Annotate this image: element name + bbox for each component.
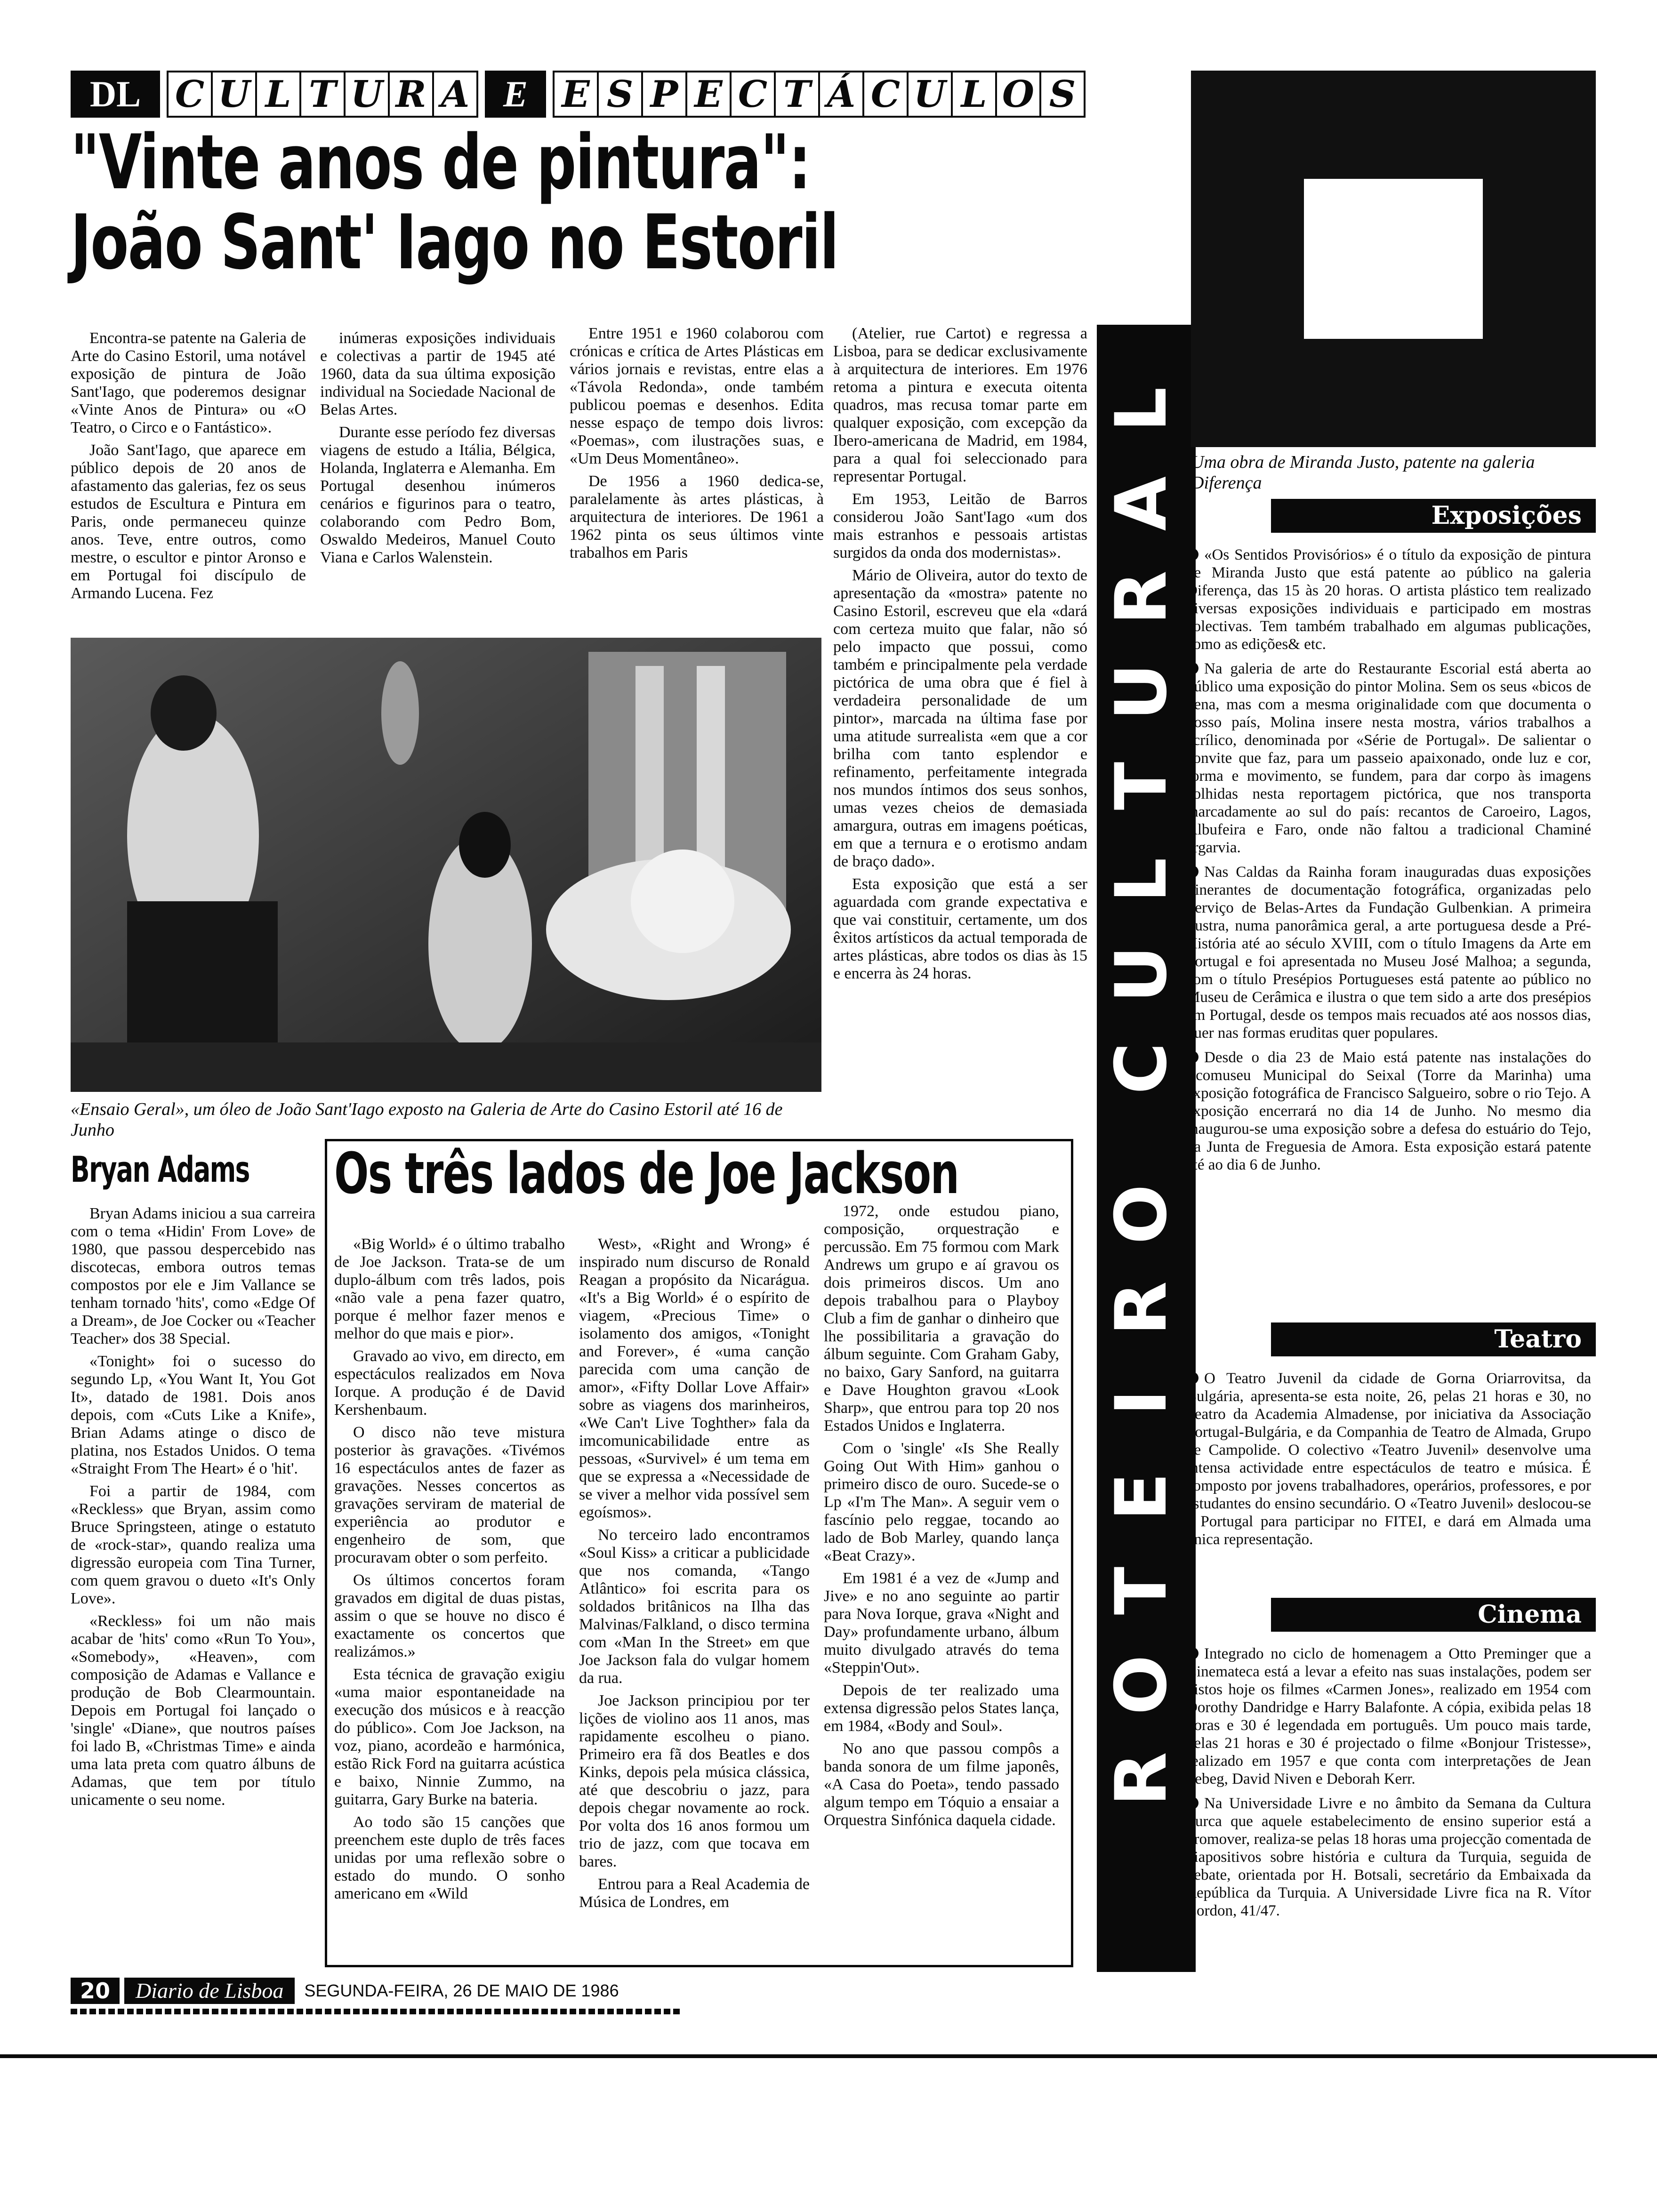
roteiro-letter: L	[1101, 858, 1182, 903]
roteiro-letter: O	[1101, 1184, 1182, 1244]
roteiro-letter: U	[1101, 946, 1182, 1003]
roteiro-letters	[1097, 325, 1196, 1826]
roteiro-letter: A	[1101, 476, 1182, 531]
bullet-icon	[1186, 1051, 1199, 1063]
exposicao-item	[1186, 1049, 1591, 1174]
roteiro-letter: R	[1101, 1281, 1182, 1336]
exposicao-item	[1186, 546, 1591, 653]
espectaculos-letter: S	[1041, 71, 1086, 118]
teatro-item	[1186, 1370, 1591, 1548]
page-number: 20	[71, 1978, 120, 2004]
cinema-item	[1186, 1795, 1591, 1920]
cultura-letter: U	[213, 71, 257, 118]
roteiro-bar	[1097, 325, 1196, 1972]
joe-paragraph: Esta técnica de gravação exigiu «uma maior espontaneidade na execução dos músicos e à reacção do público». Com Joe Jackson, na voz, piano, acordeão e harmónica, estão Rick Ford na guitarra acústica e baixo, Ninnie Zummo, na guitarra, Gary Burke na bateria.	[334, 1666, 565, 1808]
roteiro-letter: E	[1101, 1472, 1182, 1521]
roteiro-letter: R	[1101, 1752, 1182, 1806]
roteiro-letter: L	[1101, 387, 1182, 432]
section-header	[71, 71, 1086, 120]
exposicao-item-text: Desde o dia 23 de Maio está patente nas instalações do Ecomuseu Municipal do Seixal (Torre da Marinha) uma exposição fotográfica de Francisco Salgueiro, sobre o rio Tejo. A exposição encerrará no dia 14 de Junho. No mesmo dia inaugurou-se uma exposição sobre a defesa do estuário do Tejo, na Junta de Freguesia de Amora. Esta exposição estará patente até ao dia 6 de Junho.	[1186, 1049, 1591, 1173]
miranda-image	[1191, 71, 1596, 447]
miranda-artwork	[1304, 179, 1483, 339]
exposicao-item-text: «Os Sentidos Provisórios» é o título da exposição de pintura de Miranda Justo que está patente ao público na galeria Diferença, das 15 às 20 horas. O artista plástico tem realizado diversas exposições individuais e participado em mostras colectivas. Tem também trabalhado em algumas publicações, como as edições& etc.	[1186, 546, 1591, 653]
article-col-1	[71, 329, 306, 602]
cinema-header: Cinema	[1271, 1598, 1596, 1632]
espectaculos-letter: T	[776, 71, 820, 118]
cinema-item-text: Integrado no ciclo de homenagem a Otto Preminger que a Cinemateca está a levar a efeito nas suas instalações, podem ser vistos hoje os filmes «Carmen Jones», realizado em 1954 com Dorothy Dandridge e Harry Balafonte. A cópia, exibida pelas 18 horas e 30 é legendada em português. Um pouco mais tarde, pelas 21 horas e 30 é projectado o filme «Bonjour Tristesse», realizado em 1957 e que conta com interpretações de Jean Sebeg, David Niven e Deborah Kerr.	[1186, 1645, 1591, 1787]
espectaculos-letter: L	[953, 71, 997, 118]
cinema-item	[1186, 1645, 1591, 1788]
joe-paragraph: Gravado ao vivo, em directo, em espectáculos realizados em Nova Iorque. A produção é de David Kershenbaum.	[334, 1347, 565, 1419]
bryan-paragraph: «Reckless» foi um não mais acabar de 'hits' como «Run To You», «Somebody», «Heaven», com composição de Adamas e Vallance e produção de Bob Clearmountain. Depois em Portugal foi lançado o 'single' «Diane», que noutros países foi lado B, «Christmas Time» e ainda uma lata preta com quatro álbuns de Adamas, que tem por título unicamente o seu nome.	[71, 1612, 315, 1809]
exposicoes-list	[1186, 546, 1591, 1174]
article-paragraph: Mário de Oliveira, autor do texto de apresentação da «mostra» patente no Casino Estoril, escreveu que ela «dará com certeza muito que falar, não só pelo impacto que possui, como também e principalmente pela verdade pictórica de uma obra que é fiel à verdadeira personalidade de um pintor», marcada na última fase por uma atitude surrealista «em que a cor brilha com tanto esplendor e refinamento, perfeitamente integrada nos mundos íntimos dos seus sonhos, umas vezes cheios de demasiada amargura, outras em imagens poéticas, em que a ternura e o erotismo andam de braço dado».	[833, 567, 1087, 870]
painting-image	[71, 638, 821, 1092]
espectaculos-letter: E	[687, 71, 732, 118]
joe-col-1	[334, 1235, 565, 1903]
espectaculos-letter: P	[643, 71, 687, 118]
bullet-icon	[1186, 548, 1199, 561]
roteiro-letter: T	[1101, 1566, 1182, 1615]
bryan-title: Bryan Adams	[71, 1148, 249, 1190]
espectaculos-letter: O	[997, 71, 1041, 118]
joe-paragraph: Ao todo são 15 canções que preenchem este duplo de três faces unidas por uma reflexão sobre o estado do mundo. O sonho americano em «Wild	[334, 1813, 565, 1902]
bullet-icon	[1186, 1797, 1199, 1809]
joe-paragraph: Em 1981 é a vez de «Jump and Jive» e no ano seguinte ao partir para Nova Iorque, grava «Night and Day» profundamente urbano, álbum muito divulgado através do tema «Steppin'Out».	[824, 1570, 1059, 1676]
bullet-icon	[1186, 1372, 1199, 1384]
bullet-icon	[1186, 662, 1199, 674]
joe-paragraph: No ano que passou compôs a banda sonora de um filme japonês, «A Casa do Poeta», tendo passado algum tempo em Tóquio a ensaiar a Orquestra Sinfónica daquela cidade.	[824, 1740, 1059, 1829]
section-word-cultura	[167, 71, 478, 120]
espectaculos-letter: S	[599, 71, 643, 118]
headline-line-2: João Sant' Iago no Estoril	[71, 198, 838, 286]
section-word-espectaculos	[553, 71, 1086, 120]
article-paragraph: De 1956 a 1960 dedica-se, paralelamente às artes plásticas, à arquitectura de interiores. De 1961 a 1962 pinta os seus últimos vinte trabalhos em Paris	[570, 473, 824, 561]
footer	[71, 1977, 824, 2005]
espectaculos-letter: E	[553, 71, 599, 118]
cultura-letter: R	[390, 71, 434, 118]
joe-paragraph: 1972, onde estudou piano, composição, orquestração e percussão. Em 75 formou com Mark Andrews um grupo e aí gravou os dois primeiros discos. Um ano depois trabalhou para o Playboy Club a fim de ganhar o dinheiro que lhe possibilitaria a gravação do álbum seguinte. Com Graham Gaby, no baixo, Gary Sanford, na guitarra e Dave Houghton gravou «Look Sharp», que entrou para top 20 nos Estados Unidos e Inglaterra.	[824, 1202, 1059, 1435]
article-paragraph: João Sant'Iago, que aparece em público depois de 20 anos de afastamento das galerias, fez os seus estudos de Escultura e Pintura em Paris, onde permaneceu quinze anos. Teve, entre outros, como mestre, o escultor e pintor Aronso e em Portugal foi discípulo de Armando Lucena. Fez	[71, 441, 306, 602]
joe-paragraph: Joe Jackson principiou por ter lições de violino aos 11 anos, mas rapidamente escolheu o piano. Primeiro era fã dos Beatles e dos Kinks, depois pela música clássica, até que descobriu o jazz, para depois chegar novamente ao rock. Por volta dos 16 anos formou um trio de jazz, com que tocava em bares.	[579, 1692, 810, 1870]
roteiro-letter: C	[1101, 1042, 1182, 1095]
bryan-body	[71, 1205, 315, 1809]
bullet-icon	[1186, 866, 1199, 878]
article-paragraph: Em 1953, Leitão de Barros considerou João Sant'Iago «um dos mais estranhos e pessoais artistas surgidos da onda dos modernistas».	[833, 490, 1087, 561]
issue-date: SEGUNDA-FEIRA, 26 DE MAIO DE 1986	[304, 1981, 619, 2000]
article-paragraph: inúmeras exposições individuais e colectivas a partir de 1945 até 1960, data da sua última exposição individual na Sociedade Nacional de Belas Artes.	[320, 329, 555, 418]
exposicao-item	[1186, 863, 1591, 1042]
bryan-paragraph: Bryan Adams iniciou a sua carreira com o tema «Hidin' From Love» de 1980, que passou despercebido nas discotecas, embora outros temas compostos por ele e Jim Vallance se tenham tornado 'hits', como «Edge Of a Dream», de Joe Cocker ou «Teacher Teacher» dos 38 Special.	[71, 1205, 315, 1347]
espectaculos-letter: U	[909, 71, 953, 118]
article-col-2	[320, 329, 555, 567]
cultura-letter: U	[346, 71, 390, 118]
article-col-3	[570, 325, 824, 562]
roteiro-letter: T	[1101, 761, 1182, 810]
exposicoes-header: Exposições	[1271, 499, 1596, 533]
joe-paragraph: No terceiro lado encontramos «Soul Kiss» a criticar a publicidade que nos comanda, «Tango Atlântico» foi escrita para os soldados britânicos na Ilha das Malvinas/Falkland, o disco termina com «Man In the Street» em que Joe Jackson fala do vulgar homem da rua.	[579, 1526, 810, 1687]
joe-title: Os três lados de Joe Jackson	[334, 1141, 959, 1207]
joe-col-3	[824, 1202, 1059, 1829]
roteiro-letter: I	[1101, 1389, 1182, 1416]
joe-paragraph: Com o 'single' «Is She Really Going Out With Him» ganhou o primeiro disco de ouro. Sucede-se o Lp «I'm The Man». A seguir vem o fascínio pelo reggae, tocando ao lado de Bob Marley, quando lança «Beat Crazy».	[824, 1440, 1059, 1564]
headline-line-1: "Vinte anos de pintura":	[71, 118, 811, 206]
joe-paragraph: Depois de ter realizado uma extensa digressão pelos States lança, em 1984, «Body and Soul».	[824, 1682, 1059, 1735]
bryan-paragraph: «Tonight» foi o sucesso do segundo Lp, «You Want It, You Got It», datado de 1981. Dois anos depois, com «Cuts Like a Knife», Brian Adams atinge o disco de platina, nos Estados Unidos. O tema «Straight From The Heart» é o 'hit'.	[71, 1353, 315, 1477]
roteiro-letter: O	[1101, 1655, 1182, 1715]
exposicao-item	[1186, 660, 1591, 857]
article-paragraph: Entre 1951 e 1960 colaborou com crónicas e crítica de Artes Plásticas em vários jornais e revistas, entre elas a «Távola Redonda», onde também publicou poemas e desenhos. Edita nesse espaço de tempo dois livros: «Poemas», com ilustrações suas, e «Um Deus Momentâneo».	[570, 325, 824, 467]
masthead: Diario de Lisboa	[124, 1978, 295, 2004]
article-paragraph: Durante esse período fez diversas viagens de estudo a Itália, Bélgica, Holanda, Inglaterra e Alemanha. Em Portugal desenhou inúmeros cenários e figurinos para o teatro, colaborando com Pedro Bom, Oswaldo Medeiros, Manuel Couto Viana e Carlos Walenstein.	[320, 424, 555, 566]
bullet-icon	[1186, 1647, 1199, 1659]
cultura-letter: A	[434, 71, 478, 118]
cultura-letter: T	[301, 71, 346, 118]
exposicao-item-text: Na galeria de arte do Restaurante Escorial está aberta ao público uma exposição do pintor Molina. Sem os seus «bicos de pena, mas com a mesma originalidade com que documenta o nosso país, Molina insere nesta mostra, vários trabalhos a acrílico, denominada por «Série de Portugal». De salientar o convite que faz, para um passeio apaixonado, onde luz e cor, forma e movimento, se fundem, para dar corpo às imagens colhidas nesta reportagem pictórica, que nos transporta marcadamente ao sul do país: recantos de Caroeiro, Lagos, Albufeira e Faro, onde não faltou a tradicional Chaminé argarvia.	[1186, 660, 1591, 856]
section-logo: DL	[71, 71, 160, 118]
headline	[71, 118, 920, 286]
roteiro-letter: R	[1101, 570, 1182, 625]
footer-rule	[71, 2009, 683, 2014]
cinema-item-text: Na Universidade Livre e no âmbito da Semana da Cultura Turca que aquele estabelecimento de ensino superior está a promover, realiza-se pelas 18 horas uma projecção comentada de diapositivos sobre história e cultura da Turquia, seguida de debate, orientada por H. Botsali, secretário da Embaixada da República da Turquia. A Universidade Livre fica na R. Vítor Cordon, 41/47.	[1186, 1795, 1591, 1919]
article-paragraph: (Atelier, rue Cartot) e regressa a Lisboa, para se dedicar exclusivamente à arquitectura de interiores. Em 1976 retoma a pintura e executa oitenta quadros, mas recusa tomar parte em qualquer exposição, com excepção da Ibero-americana de Madrid, em 1984, para a qual foi seleccionado para representar Portugal.	[833, 325, 1087, 485]
cultura-letter: C	[167, 71, 213, 118]
article-paragraph: Encontra-se patente na Galeria de Arte do Casino Estoril, uma notável exposição de pintura de João Sant'Iago, que poderemos designar «Vinte Anos de Pintura» ou «O Teatro, o Circo e o Fantástico».	[71, 329, 306, 436]
joe-paragraph: Os últimos concertos foram gravados em digital de duas pistas, assim o que se houve no disco é exactamente os concertos que realizámos.»	[334, 1571, 565, 1660]
teatro-header: Teatro	[1271, 1322, 1596, 1356]
joe-paragraph: O disco não teve mistura posterior às gravações. «Tivémos 16 espectáculos antes de fazer as gravações. Nesses concertos as gravações serviram de material de experiência ao produtor e engenheiro de som, que procuravam obter o som perfeito.	[334, 1424, 565, 1566]
cinema-list	[1186, 1645, 1591, 1920]
roteiro-letter	[1120, 1099, 1172, 1184]
joe-col-2	[579, 1235, 810, 1911]
article-col-4	[833, 325, 1087, 983]
roteiro-letter: U	[1101, 663, 1182, 721]
bryan-paragraph: Foi a partir de 1984, com «Reckless» que Bryan, assim como Bruce Springsteen, atinge o estatuto de «rock-star», quando realiza uma digressão europeia com Tina Turner, com quem gravou o dueto «It's Only Love».	[71, 1483, 315, 1607]
painting-caption: «Ensaio Geral», um óleo de João Sant'Iago exposto na Galeria de Arte do Casino Estoril até 16 de Junho	[71, 1099, 783, 1140]
exposicao-item-text: Nas Caldas da Rainha foram inauguradas duas exposições itinerantes de documentação fotográfica, organizadas pelo Serviço de Belas-Artes da Fundação Gulbenkian. A primeira ilustra, numa panorâmica geral, a arte portuguesa desde a Pré-História até ao século XVIII, com o título Imagens da Arte em Portugal e foi apresentada no Museu José Malhoa; a segunda, com o título Presépios Portugueses está patente ao público no Museu de Cerâmica e ilustra o que tem sido a arte dos presépios em Portugal, desde os tempos mais recuados até aos nossos dias, quer nas formas eruditas quer populares.	[1186, 864, 1591, 1042]
miranda-caption: Uma obra de Miranda Justo, patente na galeria Diferença	[1191, 452, 1535, 493]
teatro-list	[1186, 1370, 1591, 1548]
painting-photo	[71, 638, 821, 1092]
espectaculos-letter: Á	[820, 71, 864, 118]
joe-paragraph: Entrou para a Real Academia de Música de Londres, em	[579, 1875, 810, 1911]
espectaculos-letter: C	[864, 71, 909, 118]
teatro-item-text: O Teatro Juvenil da cidade de Gorna Oriarrovitsa, da Bulgária, apresenta-se esta noite, 26, pelas 21 horas e 30, no Teatro da Academia Almadense, por iniciativa da Associação Portugal-Bulgária, e da Companhia de Teatro de Almada, Grupo de Campolide. O colectivo «Teatro Juvenil» desenvolve uma intensa actividade entre espectáculos de teatro e música. É composto por jovens trabalhadores, operários, professores, e por estudantes do ensino secundário. O «Teatro Juvenil» deslocou-se a Portugal para participar no FITEI, e dará em Almada uma única representação.	[1186, 1370, 1591, 1548]
cultura-letter: L	[257, 71, 301, 118]
article-paragraph: Esta exposição que está a ser aguardada com grande expectativa e que vai constituir, certamente, um dos êxitos artísticos da actual temporada de artes plásticas, abre todos os dias às 15 e encerra às 24 horas.	[833, 875, 1087, 982]
page-bottom-rule	[0, 2054, 1657, 2058]
joe-paragraph: West», «Right and Wrong» é inspirado num discurso de Ronald Reagan a propósito da Nicarágua. «It's a Big World» é o espírito de viagem, «Precious Time» o isolamento dos amigos, «Tonight and Forever», é «uma canção parecida com uma canção de amor», «Fifty Dollar Love Affair» sobre as viagens dos marinheiros, «We Can't Live Toghther» fala da imcomunicabilidade entre as pessoas, «Survivel» é um tema em que se expressa a «Necessidade de se viver a melhor vida possível sem egoísmos».	[579, 1235, 810, 1521]
joe-paragraph: «Big World» é o último trabalho de Joe Jackson. Trata-se de um duplo-álbum com três lados, pois «não vale a pena fazer quatro, porque é melhor fazer menos e melhor do que mais e pior».	[334, 1235, 565, 1342]
espectaculos-letter: C	[732, 71, 776, 118]
section-word-e: E	[485, 71, 546, 118]
